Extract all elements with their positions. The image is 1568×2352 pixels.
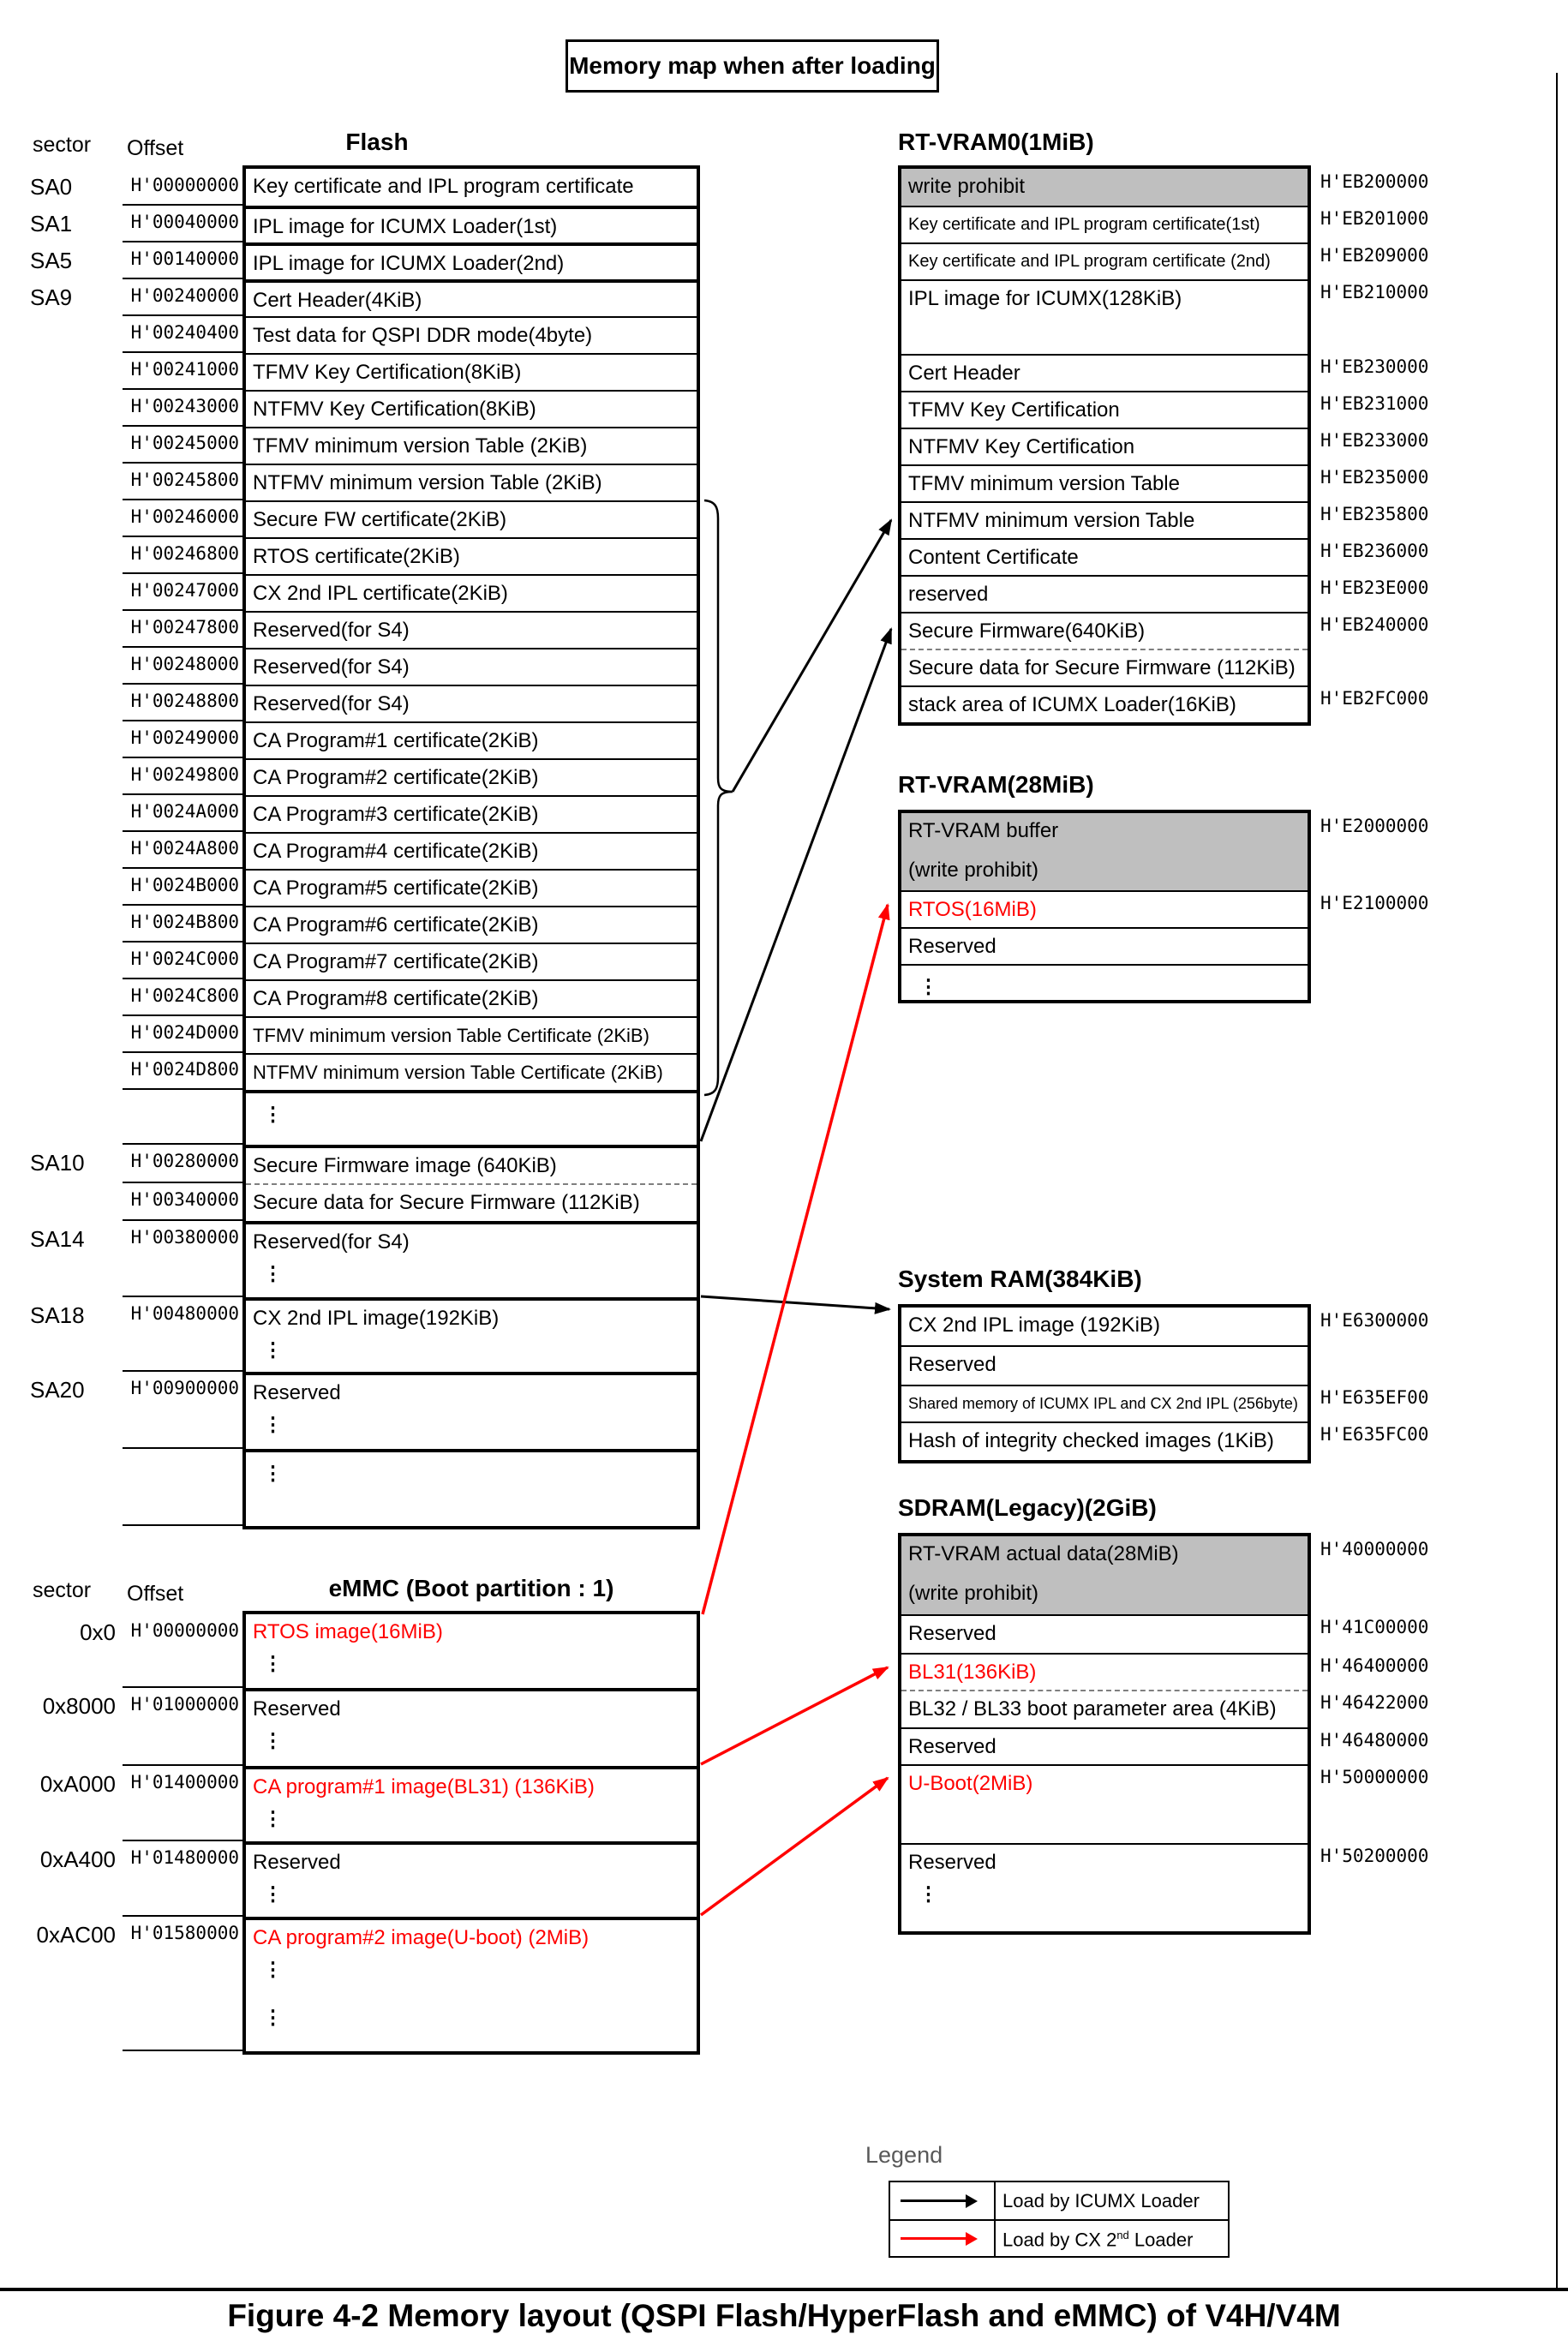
legend-row-1: [890, 2219, 1228, 2256]
flash-row-4: [246, 316, 697, 353]
flash-row-21-label: CA Program#7 certificate(2KiB): [253, 950, 539, 973]
flash-row-7-label: TFMV minimum version Table (2KiB): [253, 434, 588, 458]
caption-rule: [0, 2288, 1568, 2291]
flash-offset-23: H'0024D000: [123, 1016, 242, 1053]
legend-black-arrow-icon: [901, 2199, 967, 2202]
flash-row-11-label: CX 2nd IPL certificate(2KiB): [253, 582, 508, 605]
flash-sector-24: [30, 1053, 116, 1090]
legend-row-0: [890, 2182, 1228, 2219]
flash-offset-7: H'00245000: [123, 427, 242, 464]
sdram-row-6: [901, 1843, 1308, 1931]
rt_vram0-address-12: [1314, 647, 1477, 684]
flash-sector-26: SA10: [30, 1150, 85, 1176]
flash-sector-30: SA20: [30, 1377, 85, 1403]
rt_vram-address-1: H'E2100000: [1320, 893, 1429, 913]
rt_vram-row-3: [901, 964, 1308, 1000]
system_ram-row-2-label: Shared memory of ICUMX IPL and CX 2nd IPL (256byte): [908, 1395, 1298, 1412]
flash-row-17-label: CA Program#3 certificate(2KiB): [253, 803, 539, 826]
rt_vram-row-2: [901, 927, 1308, 964]
system_ram-row-3-label: Hash of integrity checked images (1KiB): [908, 1429, 1274, 1452]
system-ram-title: System RAM(384KiB): [898, 1266, 1142, 1292]
rt_vram0-row-11-label: Secure Firmware(640KiB): [908, 619, 1146, 643]
rt_vram0-row-9-label: Content Certificate: [908, 546, 1079, 569]
flash-offset-25: [123, 1090, 242, 1145]
flash-row-18-label: CA Program#4 certificate(2KiB): [253, 840, 539, 863]
legend-label-1: Load by CX 2nd Loader: [1002, 2229, 1194, 2251]
emmc-offset-3: H'01480000: [123, 1841, 242, 1917]
emmc-sector-header: sector: [33, 1578, 92, 1602]
flash-sector-23: [30, 1016, 116, 1053]
flash-row-31: [246, 1449, 697, 1526]
flash-row-19-label: CA Program#5 certificate(2KiB): [253, 877, 539, 900]
flash-sector-8: [30, 464, 116, 500]
sdram-row-3: [901, 1690, 1308, 1727]
sdram-row-6-ellipsis: ⋮: [919, 1882, 938, 1905]
flash-offset-4: H'00240400: [123, 316, 242, 353]
flash-sector-29: SA18: [30, 1302, 85, 1328]
legend-red-arrow-icon: [901, 2237, 967, 2240]
flash-offset-8: H'00245800: [123, 464, 242, 500]
flash-row-18: [246, 832, 697, 869]
flash-row-28: [246, 1221, 697, 1297]
flash-sector-28: SA14: [30, 1226, 85, 1252]
flash-sector-27: [30, 1183, 116, 1221]
emmc-row-3: [246, 1841, 697, 1917]
flash-row-2: [246, 242, 697, 279]
sdram-row-6-label: Reserved: [908, 1851, 996, 1874]
emmc-sector-column: [24, 1614, 116, 2051]
rt_vram0-row-2: [901, 242, 1308, 279]
emmc-offset-2: H'01400000: [123, 1766, 242, 1841]
legend-arrow-cell-0: [890, 2182, 996, 2219]
arrow-rtos-to-rtvram: [703, 905, 888, 1614]
emmc-row-4-label: CA program#2 image(U-boot) (2MiB): [253, 1926, 589, 1949]
flash-sector-9: [30, 500, 116, 537]
flash-row-22-label: CA Program#8 certificate(2KiB): [253, 987, 539, 1010]
rt_vram-address-2: [1314, 925, 1477, 962]
flash-row-14: [246, 685, 697, 721]
flash-row-4-label: Test data for QSPI DDR mode(4byte): [253, 324, 593, 347]
flash-offset-28: H'00380000: [123, 1221, 242, 1297]
sdram-address-1: H'41C00000: [1320, 1617, 1429, 1637]
emmc-row-4-ellipsis: ⋮: [263, 1958, 283, 1980]
rt_vram0-address-5: H'EB231000: [1320, 393, 1429, 414]
flash-offset-13: H'00248000: [123, 648, 242, 685]
flash-row-16-label: CA Program#2 certificate(2KiB): [253, 766, 539, 789]
system_ram-address-1: [1314, 1344, 1477, 1383]
arrow-cx2ndipl-to-systemram: [701, 1296, 889, 1309]
rt_vram-row-3-ellipsis: ⋮: [919, 975, 938, 997]
flash-sector-16: [30, 758, 116, 795]
rt_vram0-row-10-label: reserved: [908, 583, 989, 606]
system_ram-address-2: H'E635EF00: [1320, 1387, 1429, 1408]
arrow-bl31-to-sdram: [701, 1667, 888, 1764]
flash-offset-29: H'00480000: [123, 1297, 242, 1372]
legend-black-arrowhead-icon: [966, 2194, 978, 2208]
flash-offset-10: H'00246800: [123, 537, 242, 574]
flash-row-0-label: Key certificate and IPL program certificate: [253, 175, 634, 198]
system_ram-row-1: [901, 1345, 1308, 1385]
legend-label-0: Load by ICUMX Loader: [1002, 2190, 1200, 2211]
rt_vram0-row-3-label: IPL image for ICUMX(128KiB): [908, 287, 1182, 310]
flash-row-22: [246, 979, 697, 1016]
legend-title: Legend: [865, 2142, 943, 2168]
flash-offset-18: H'0024A800: [123, 832, 242, 869]
sdram-address-4: H'46480000: [1320, 1730, 1429, 1751]
rt_vram0-row-13: [901, 685, 1308, 722]
system_ram-address-3: H'E635FC00: [1320, 1424, 1429, 1445]
emmc-row-1-ellipsis: ⋮: [263, 1729, 283, 1751]
flash-offset-column: [123, 169, 242, 1526]
emmc-offset-0: H'00000000: [123, 1614, 242, 1688]
emmc-offset-1: H'01000000: [123, 1688, 242, 1766]
flash-offset-9: H'00246000: [123, 500, 242, 537]
figure-title: Memory map when after loading: [569, 52, 936, 79]
flash-row-7: [246, 427, 697, 464]
rt_vram0-address-10: H'EB23E000: [1320, 578, 1429, 598]
flash-row-23: [246, 1016, 697, 1053]
system_ram-address-0: H'E6300000: [1320, 1310, 1429, 1331]
rt_vram0-row-10: [901, 575, 1308, 612]
flash-row-26-label: Secure Firmware image (640KiB): [253, 1154, 557, 1177]
rt_vram0-row-9: [901, 538, 1308, 575]
rt_vram0-row-1: [901, 206, 1308, 242]
flash-row-30-ellipsis: ⋮: [263, 1413, 283, 1435]
rt_vram0-row-0: [901, 169, 1308, 206]
sdram-address-3: H'46422000: [1320, 1692, 1429, 1713]
flash-row-27: [246, 1183, 697, 1221]
rt_vram0-table: [898, 165, 1311, 726]
system_ram-row-0-label: CX 2nd IPL image (192KiB): [908, 1314, 1160, 1337]
sdram-row-2-label: BL31(136KiB): [908, 1661, 1037, 1684]
legend-arrow-cell-1: [890, 2221, 996, 2256]
flash-sector-15: [30, 721, 116, 758]
flash-row-15: [246, 721, 697, 758]
page-border-line: [1556, 73, 1558, 2289]
emmc-title: eMMC (Boot partition : 1): [328, 1575, 614, 1601]
emmc-row-0-label: RTOS image(16MiB): [253, 1620, 443, 1643]
sdram-title: SDRAM(Legacy)(2GiB): [898, 1494, 1157, 1521]
flash-offset-0: H'00000000: [123, 169, 242, 206]
flash-row-5: [246, 353, 697, 390]
flash-row-30: [246, 1372, 697, 1449]
system_ram-row-2: [901, 1385, 1308, 1421]
rt_vram0-row-11: [901, 612, 1308, 649]
emmc-row-1-label: Reserved: [253, 1697, 341, 1721]
flash-title: Flash: [345, 129, 409, 155]
rt_vram0-row-6: [901, 428, 1308, 464]
certificates-brace: [704, 500, 733, 1095]
sdram-row-4-label: Reserved: [908, 1735, 996, 1758]
rt_vram0-address-6: H'EB233000: [1320, 430, 1429, 451]
flash-offset-header: Offset: [127, 136, 184, 160]
rt_vram-row-0-label: RT-VRAM buffer: [908, 819, 1059, 842]
emmc-row-1: [246, 1688, 697, 1766]
flash-sector-6: [30, 390, 116, 427]
system_ram-address-column: [1314, 1306, 1477, 1458]
flash-row-13: [246, 648, 697, 685]
flash-offset-15: H'00249000: [123, 721, 242, 758]
rt-vram-title: RT-VRAM(28MiB): [898, 771, 1094, 798]
flash-sector-5: [30, 353, 116, 390]
flash-row-28-label: Reserved(for S4): [253, 1230, 410, 1254]
rt_vram0-row-5: [901, 391, 1308, 428]
emmc-sector-1: 0x8000: [42, 1693, 116, 1719]
flash-row-0: [246, 169, 697, 206]
flash-offset-17: H'0024A000: [123, 795, 242, 832]
flash-row-16: [246, 758, 697, 795]
flash-offset-22: H'0024C800: [123, 979, 242, 1016]
rt_vram-address-3: [1314, 962, 1477, 998]
flash-row-5-label: TFMV Key Certification(8KiB): [253, 361, 522, 384]
flash-offset-20: H'0024B800: [123, 906, 242, 943]
emmc-row-0: [246, 1614, 697, 1688]
arrow-uboot-to-sdram: [701, 1778, 888, 1915]
rt_vram-address-0: H'E2000000: [1320, 816, 1429, 836]
sdram-row-0-label2: (write prohibit): [908, 1582, 1039, 1605]
flash-sector-18: [30, 832, 116, 869]
flash-row-1-label: IPL image for ICUMX Loader(1st): [253, 215, 558, 238]
flash-row-27-label: Secure data for Secure Firmware (112KiB): [253, 1191, 640, 1214]
flash-offset-3: H'00240000: [123, 279, 242, 316]
emmc-row-3-label: Reserved: [253, 1851, 341, 1874]
flash-sector-11: [30, 574, 116, 611]
emmc-row-2: [246, 1766, 697, 1841]
flash-sector-1: SA1: [30, 211, 73, 236]
flash-row-23-label: TFMV minimum version Table Certificate (2KiB): [253, 1025, 649, 1046]
rt_vram-row-0-label2: (write prohibit): [908, 859, 1039, 882]
rt_vram0-address-3: H'EB210000: [1320, 282, 1429, 302]
flash-offset-24: H'0024D800: [123, 1053, 242, 1090]
figure-caption: Figure 4-2 Memory layout (QSPI Flash/HyperFlash and eMMC) of V4H/V4M: [227, 2298, 1341, 2333]
sdram-address-0: H'40000000: [1320, 1539, 1429, 1559]
rt_vram-address-column: [1314, 811, 1477, 998]
flash-sector-21: [30, 943, 116, 979]
system_ram-table: [898, 1304, 1311, 1463]
rt_vram0-row-0-label: write prohibit: [908, 175, 1026, 198]
emmc-row-4: [246, 1917, 697, 2051]
flash-row-6-label: NTFMV Key Certification(8KiB): [253, 398, 536, 421]
flash-offset-12: H'00247800: [123, 611, 242, 648]
flash-sector-25: [30, 1090, 116, 1145]
flash-sector-22: [30, 979, 116, 1016]
flash-row-9-label: Secure FW certificate(2KiB): [253, 508, 507, 531]
flash-row-1: [246, 206, 697, 242]
flash-sector-header: sector: [33, 133, 92, 157]
system_ram-row-0: [901, 1308, 1308, 1345]
flash-row-15-label: CA Program#1 certificate(2KiB): [253, 729, 539, 752]
flash-row-31-ellipsis: ⋮: [263, 1462, 283, 1484]
flash-row-11: [246, 574, 697, 611]
flash-sector-10: [30, 537, 116, 574]
rt_vram0-address-9: H'EB236000: [1320, 541, 1429, 561]
sdram-row-5-label: U-Boot(2MiB): [908, 1772, 1033, 1795]
flash-row-25: [246, 1090, 697, 1145]
flash-offset-31: [123, 1449, 242, 1526]
flash-table: [242, 165, 700, 1529]
rt_vram0-row-8-label: NTFMV minimum version Table: [908, 509, 1195, 532]
flash-row-24: [246, 1053, 697, 1090]
sdram-address-2: H'46400000: [1320, 1655, 1429, 1676]
emmc-offset-4: H'01580000: [123, 1917, 242, 2051]
rt_vram-row-2-label: Reserved: [908, 935, 996, 958]
flash-row-24-label: NTFMV minimum version Table Certificate (2KiB): [253, 1062, 663, 1083]
figure-title-box: [566, 39, 939, 93]
flash-row-9: [246, 500, 697, 537]
emmc-sector-2: 0xA000: [39, 1771, 116, 1797]
flash-sector-20: [30, 906, 116, 943]
flash-row-29-ellipsis: ⋮: [263, 1338, 283, 1361]
flash-sector-13: [30, 648, 116, 685]
rt_vram0-address-1: H'EB201000: [1320, 208, 1429, 229]
flash-row-10-label: RTOS certificate(2KiB): [253, 545, 460, 568]
flash-row-10: [246, 537, 697, 574]
arrow-securefw-to-rtvram0: [701, 629, 891, 1141]
rt_vram0-row-4: [901, 354, 1308, 391]
emmc-row-0-ellipsis: ⋮: [263, 1652, 283, 1674]
rt_vram0-address-4: H'EB230000: [1320, 356, 1429, 377]
sdram-row-0: [901, 1536, 1308, 1614]
system_ram-row-3: [901, 1421, 1308, 1460]
flash-row-3-label: Cert Header(4KiB): [253, 289, 422, 312]
flash-row-17: [246, 795, 697, 832]
flash-row-13-label: Reserved(for S4): [253, 655, 410, 679]
flash-row-19: [246, 869, 697, 906]
rt_vram0-row-4-label: Cert Header: [908, 362, 1020, 385]
flash-sector-0: SA0: [30, 174, 73, 200]
rt_vram0-row-5-label: TFMV Key Certification: [908, 398, 1120, 422]
flash-row-21: [246, 943, 697, 979]
flash-offset-5: H'00241000: [123, 353, 242, 390]
flash-offset-11: H'00247000: [123, 574, 242, 611]
flash-sector-31: [30, 1449, 116, 1526]
flash-row-29: [246, 1297, 697, 1372]
sdram-row-2: [901, 1653, 1308, 1690]
flash-sector-3: SA9: [30, 284, 73, 310]
flash-row-3: [246, 279, 697, 316]
flash-row-12-label: Reserved(for S4): [253, 619, 410, 642]
flash-offset-14: H'00248800: [123, 685, 242, 721]
rt_vram0-address-0: H'EB200000: [1320, 171, 1429, 192]
rt_vram0-row-3: [901, 279, 1308, 354]
flash-offset-16: H'00249800: [123, 758, 242, 795]
flash-offset-2: H'00140000: [123, 242, 242, 279]
sdram-table: [898, 1533, 1311, 1935]
flash-offset-30: H'00900000: [123, 1372, 242, 1449]
sdram-address-5: H'50000000: [1320, 1767, 1429, 1787]
arrow-certs-to-rtvram0: [733, 520, 891, 792]
emmc-row-4-ellipsis: ⋮: [263, 2006, 283, 2028]
rt_vram0-address-8: H'EB235800: [1320, 504, 1429, 524]
rt_vram0-row-7: [901, 464, 1308, 501]
sdram-address-column: [1314, 1535, 1477, 1930]
flash-row-30-label: Reserved: [253, 1381, 341, 1404]
rt_vram0-address-7: H'EB235000: [1320, 467, 1429, 488]
flash-sector-12: [30, 611, 116, 648]
rt_vram0-row-6-label: NTFMV Key Certification: [908, 435, 1135, 458]
rt-vram0-title: RT-VRAM0(1MiB): [898, 129, 1094, 155]
rt_vram-table: [898, 810, 1311, 1003]
flash-offset-19: H'0024B000: [123, 869, 242, 906]
flash-row-12: [246, 611, 697, 648]
legend-label-sup: nd: [1116, 2229, 1129, 2241]
system_ram-row-1-label: Reserved: [908, 1353, 996, 1376]
emmc-sector-0: 0x0: [80, 1619, 116, 1645]
flash-offset-26: H'00280000: [123, 1145, 242, 1183]
flash-sector-19: [30, 869, 116, 906]
rt_vram0-row-8: [901, 501, 1308, 538]
flash-row-28-ellipsis: ⋮: [263, 1262, 283, 1284]
legend-red-arrowhead-icon: [966, 2232, 978, 2246]
sdram-row-0-label: RT-VRAM actual data(28MiB): [908, 1542, 1179, 1565]
flash-offset-6: H'00243000: [123, 390, 242, 427]
flash-sector-14: [30, 685, 116, 721]
rt_vram0-address-2: H'EB209000: [1320, 245, 1429, 266]
rt_vram0-row-12-label: Secure data for Secure Firmware (112KiB): [908, 656, 1296, 679]
rt_vram0-row-7-label: TFMV minimum version Table: [908, 472, 1180, 495]
rt_vram0-row-1-label: Key certificate and IPL program certificate(1st): [908, 215, 1260, 234]
emmc-row-3-ellipsis: ⋮: [263, 1882, 283, 1905]
emmc-offset-header: Offset: [127, 1582, 184, 1606]
emmc-offset-column: [123, 1614, 242, 2051]
flash-row-2-label: IPL image for ICUMX Loader(2nd): [253, 252, 565, 275]
flash-row-29-label: CX 2nd IPL image(192KiB): [253, 1307, 500, 1330]
flash-sector-7: [30, 427, 116, 464]
sdram-row-4: [901, 1727, 1308, 1764]
emmc-table: [242, 1611, 700, 2055]
rt_vram0-address-13: H'EB2FC000: [1320, 688, 1429, 709]
emmc-sector-4: 0xAC00: [36, 1922, 116, 1948]
sdram-row-1-label: Reserved: [908, 1622, 996, 1645]
sdram-row-1: [901, 1614, 1308, 1653]
flash-offset-27: H'00340000: [123, 1183, 242, 1221]
sdram-row-3-label: BL32 / BL33 boot parameter area (4KiB): [908, 1697, 1277, 1721]
emmc-row-2-label: CA program#1 image(BL31) (136KiB): [253, 1775, 595, 1798]
flash-sector-2: SA5: [30, 248, 73, 273]
flash-sector-4: [30, 316, 116, 353]
flash-row-14-label: Reserved(for S4): [253, 692, 410, 715]
rt_vram0-address-column: [1314, 167, 1477, 721]
rt_vram-row-0: [901, 813, 1308, 890]
sdram-row-5: [901, 1764, 1308, 1843]
flash-offset-21: H'0024C000: [123, 943, 242, 979]
rt_vram0-row-13-label: stack area of ICUMX Loader(16KiB): [908, 693, 1236, 716]
flash-sector-column: [30, 169, 116, 1526]
flash-offset-1: H'00040000: [123, 206, 242, 242]
flash-row-20-label: CA Program#6 certificate(2KiB): [253, 913, 539, 937]
legend-box: [889, 2181, 1230, 2258]
rt_vram0-row-2-label: Key certificate and IPL program certificate (2nd): [908, 252, 1271, 271]
flash-sector-17: [30, 795, 116, 832]
flash-row-8: [246, 464, 697, 500]
flash-row-26: [246, 1145, 697, 1183]
rt_vram0-address-11: H'EB240000: [1320, 614, 1429, 635]
rt_vram-row-1-label: RTOS(16MiB): [908, 898, 1037, 921]
flash-row-8-label: NTFMV minimum version Table (2KiB): [253, 471, 602, 494]
emmc-sector-3: 0xA400: [39, 1846, 116, 1872]
flash-row-6: [246, 390, 697, 427]
flash-row-20: [246, 906, 697, 943]
rt_vram0-row-12: [901, 649, 1308, 685]
flash-row-25-ellipsis: ⋮: [263, 1103, 283, 1125]
rt_vram-row-1: [901, 890, 1308, 927]
emmc-row-2-ellipsis: ⋮: [263, 1807, 283, 1829]
sdram-address-6: H'50200000: [1320, 1846, 1429, 1866]
